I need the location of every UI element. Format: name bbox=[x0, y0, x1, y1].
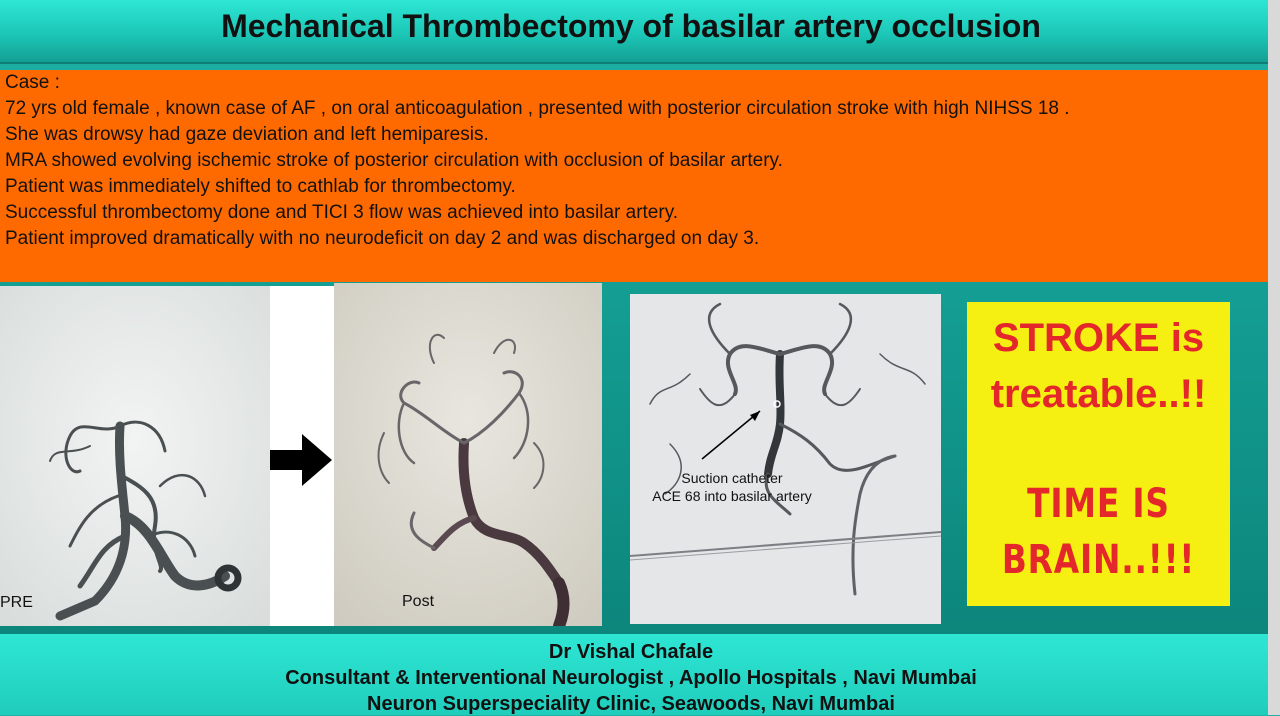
annotation-line: Suction catheter bbox=[681, 470, 783, 486]
slogan-stroke-treatable bbox=[967, 310, 1230, 422]
slogan-line: treatable..!! bbox=[990, 372, 1207, 416]
footer bbox=[0, 634, 1268, 715]
page-title: Mechanical Thrombectomy of basilar artery occlusion bbox=[221, 8, 1041, 44]
window-edge bbox=[1268, 0, 1280, 715]
case-description-box bbox=[0, 70, 1270, 282]
slogan-box bbox=[967, 302, 1230, 606]
slogan-line: TIME IS bbox=[1027, 481, 1170, 527]
case-line: 72 yrs old female , known case of AF , on oral anticoagulation , presented with posterior circulation stroke with high NIHSS 18 . bbox=[5, 98, 1070, 119]
case-text bbox=[5, 70, 1265, 252]
case-line: She was drowsy had gaze deviation and left hemiparesis. bbox=[5, 124, 489, 145]
author-name: Dr Vishal Chafale bbox=[548, 641, 714, 663]
slogan-time-is-brain bbox=[991, 476, 1207, 588]
slogan-line: STROKE is bbox=[992, 316, 1205, 360]
post-label: Post bbox=[402, 593, 435, 610]
right-arrow-icon bbox=[268, 432, 334, 488]
catheter-annotation bbox=[632, 469, 832, 505]
case-line: Successful thrombectomy done and TICI 3 flow was achieved into basilar artery. bbox=[5, 202, 679, 223]
slogan-line: BRAIN..!!! bbox=[1001, 537, 1196, 583]
case-line: Patient was immediately shifted to cathlab for thrombectomy. bbox=[5, 176, 516, 197]
case-line: MRA showed evolving ischemic stroke of posterior circulation with occlusion of basilar artery. bbox=[5, 150, 783, 171]
case-heading: Case : bbox=[5, 72, 60, 93]
post-angiogram-image bbox=[334, 283, 602, 626]
author-role: Consultant & Interventional Neurologist , Apollo Hospitals , Navi Mumbai bbox=[285, 667, 977, 689]
catheter-angiogram-image bbox=[630, 294, 941, 624]
case-line: Patient improved dramatically with no neurodeficit on day 2 and was discharged on day 3. bbox=[5, 228, 760, 249]
pre-angiogram-image bbox=[0, 286, 270, 626]
pre-label: PRE bbox=[0, 594, 33, 611]
annotation-line: ACE 68 into basilar artery bbox=[652, 488, 812, 504]
title-bar bbox=[0, 0, 1268, 64]
author-clinic: Neuron Superspeciality Clinic, Seawoods, Navi Mumbai bbox=[367, 693, 895, 715]
